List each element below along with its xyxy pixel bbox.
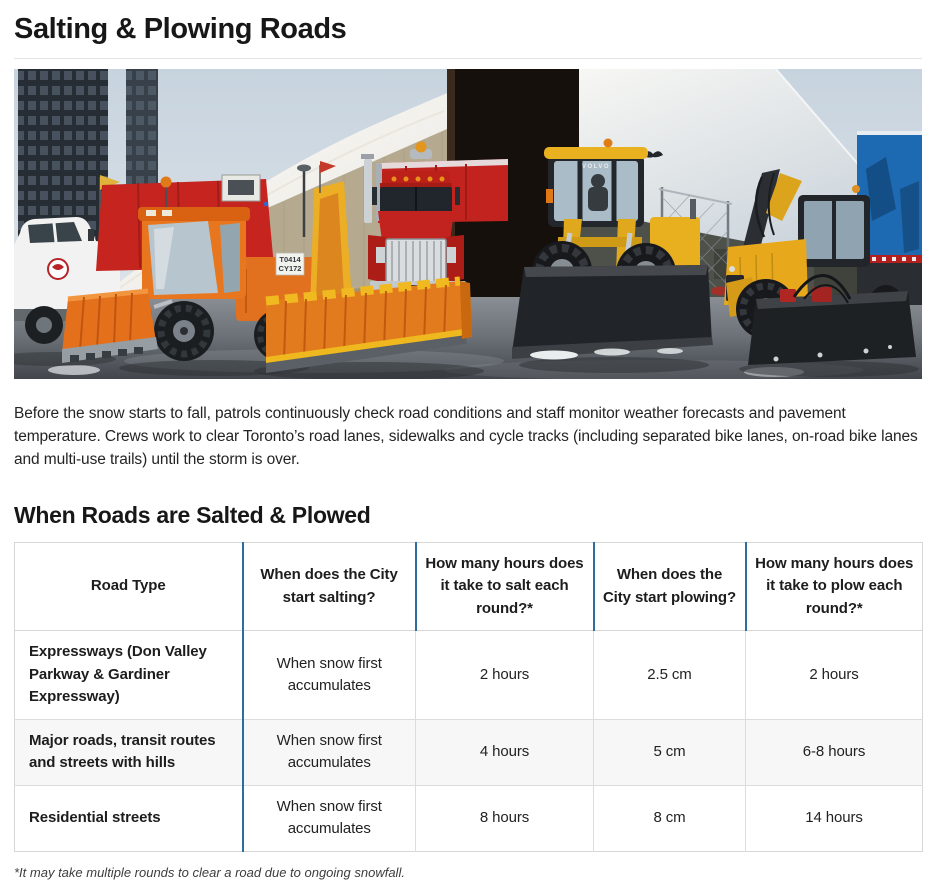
table-row-expressways: [15, 631, 923, 720]
cell-salt-hours: 8 hours: [416, 785, 594, 851]
cell-road-type: Expressways (Don Valley Parkway & Gardiner Expressway): [29, 643, 207, 706]
cell-start-salting: When snow first accumulates: [243, 785, 416, 851]
beacon-light: [416, 142, 427, 153]
header-start-plowing: When does the City start plowing?: [594, 542, 746, 631]
chrome-grille: [386, 239, 446, 285]
cell-road-type: Major roads, transit routes and streets with hills: [15, 719, 243, 785]
plate-line2: CY172: [278, 264, 302, 273]
header-plow-hours: How many hours does it take to plow each round?*: [746, 542, 923, 631]
cell-road-type: Residential streets: [15, 785, 243, 851]
cell-start-plowing: 5 cm: [594, 719, 746, 785]
operator-silhouette: [591, 174, 605, 188]
cell-salt-hours: 2 hours: [416, 631, 594, 720]
cell-start-salting: When snow first accumulates: [243, 631, 416, 720]
snow-plows-illustration: [14, 69, 922, 379]
page-title: Salting & Plowing Roads: [14, 13, 922, 59]
cell-plow-hours: 6-8 hours: [746, 719, 923, 785]
cell-start-salting: When snow first accumulates: [243, 719, 416, 785]
table-header-row: [15, 542, 923, 631]
section-heading: When Roads are Salted & Plowed: [14, 501, 371, 528]
page-container: [0, 13, 936, 880]
cell-start-plowing: 8 cm: [594, 785, 746, 851]
loader-brand: VOLVO: [581, 164, 611, 170]
beacon-light: [604, 139, 613, 148]
beacon-light: [852, 185, 860, 193]
table-footnote: *It may take multiple rounds to clear a road due to ongoing snowfall.: [14, 864, 405, 880]
plate-line1: T0414: [279, 255, 301, 264]
beacon-light: [161, 177, 172, 188]
header-salt-hours: How many hours does it take to salt each round?*: [416, 542, 594, 631]
cell-plow-hours: 2 hours: [746, 631, 923, 720]
cell-start-plowing: 2.5 cm: [594, 631, 746, 720]
intro-paragraph: Before the snow starts to fall, patrols continuously check road conditions and staff monitor weather forecasts and pavement temperature. Crews work to clear Toronto’s road lanes, sidewalks and cycle tracks (including separated bike lanes, on-road bike lanes and multi-use trails) until the storm is over.: [14, 405, 918, 468]
snow-plows-photo: [14, 69, 922, 379]
header-road-type: Road Type: [15, 542, 243, 631]
cell-salt-hours: 4 hours: [416, 719, 594, 785]
cell-plow-hours: 14 hours: [746, 785, 923, 851]
table-row-major-roads: [15, 719, 923, 785]
header-start-salting: When does the City start salting?: [243, 542, 416, 631]
salting-plowing-table: [14, 542, 923, 852]
table-row-residential: [15, 785, 923, 851]
